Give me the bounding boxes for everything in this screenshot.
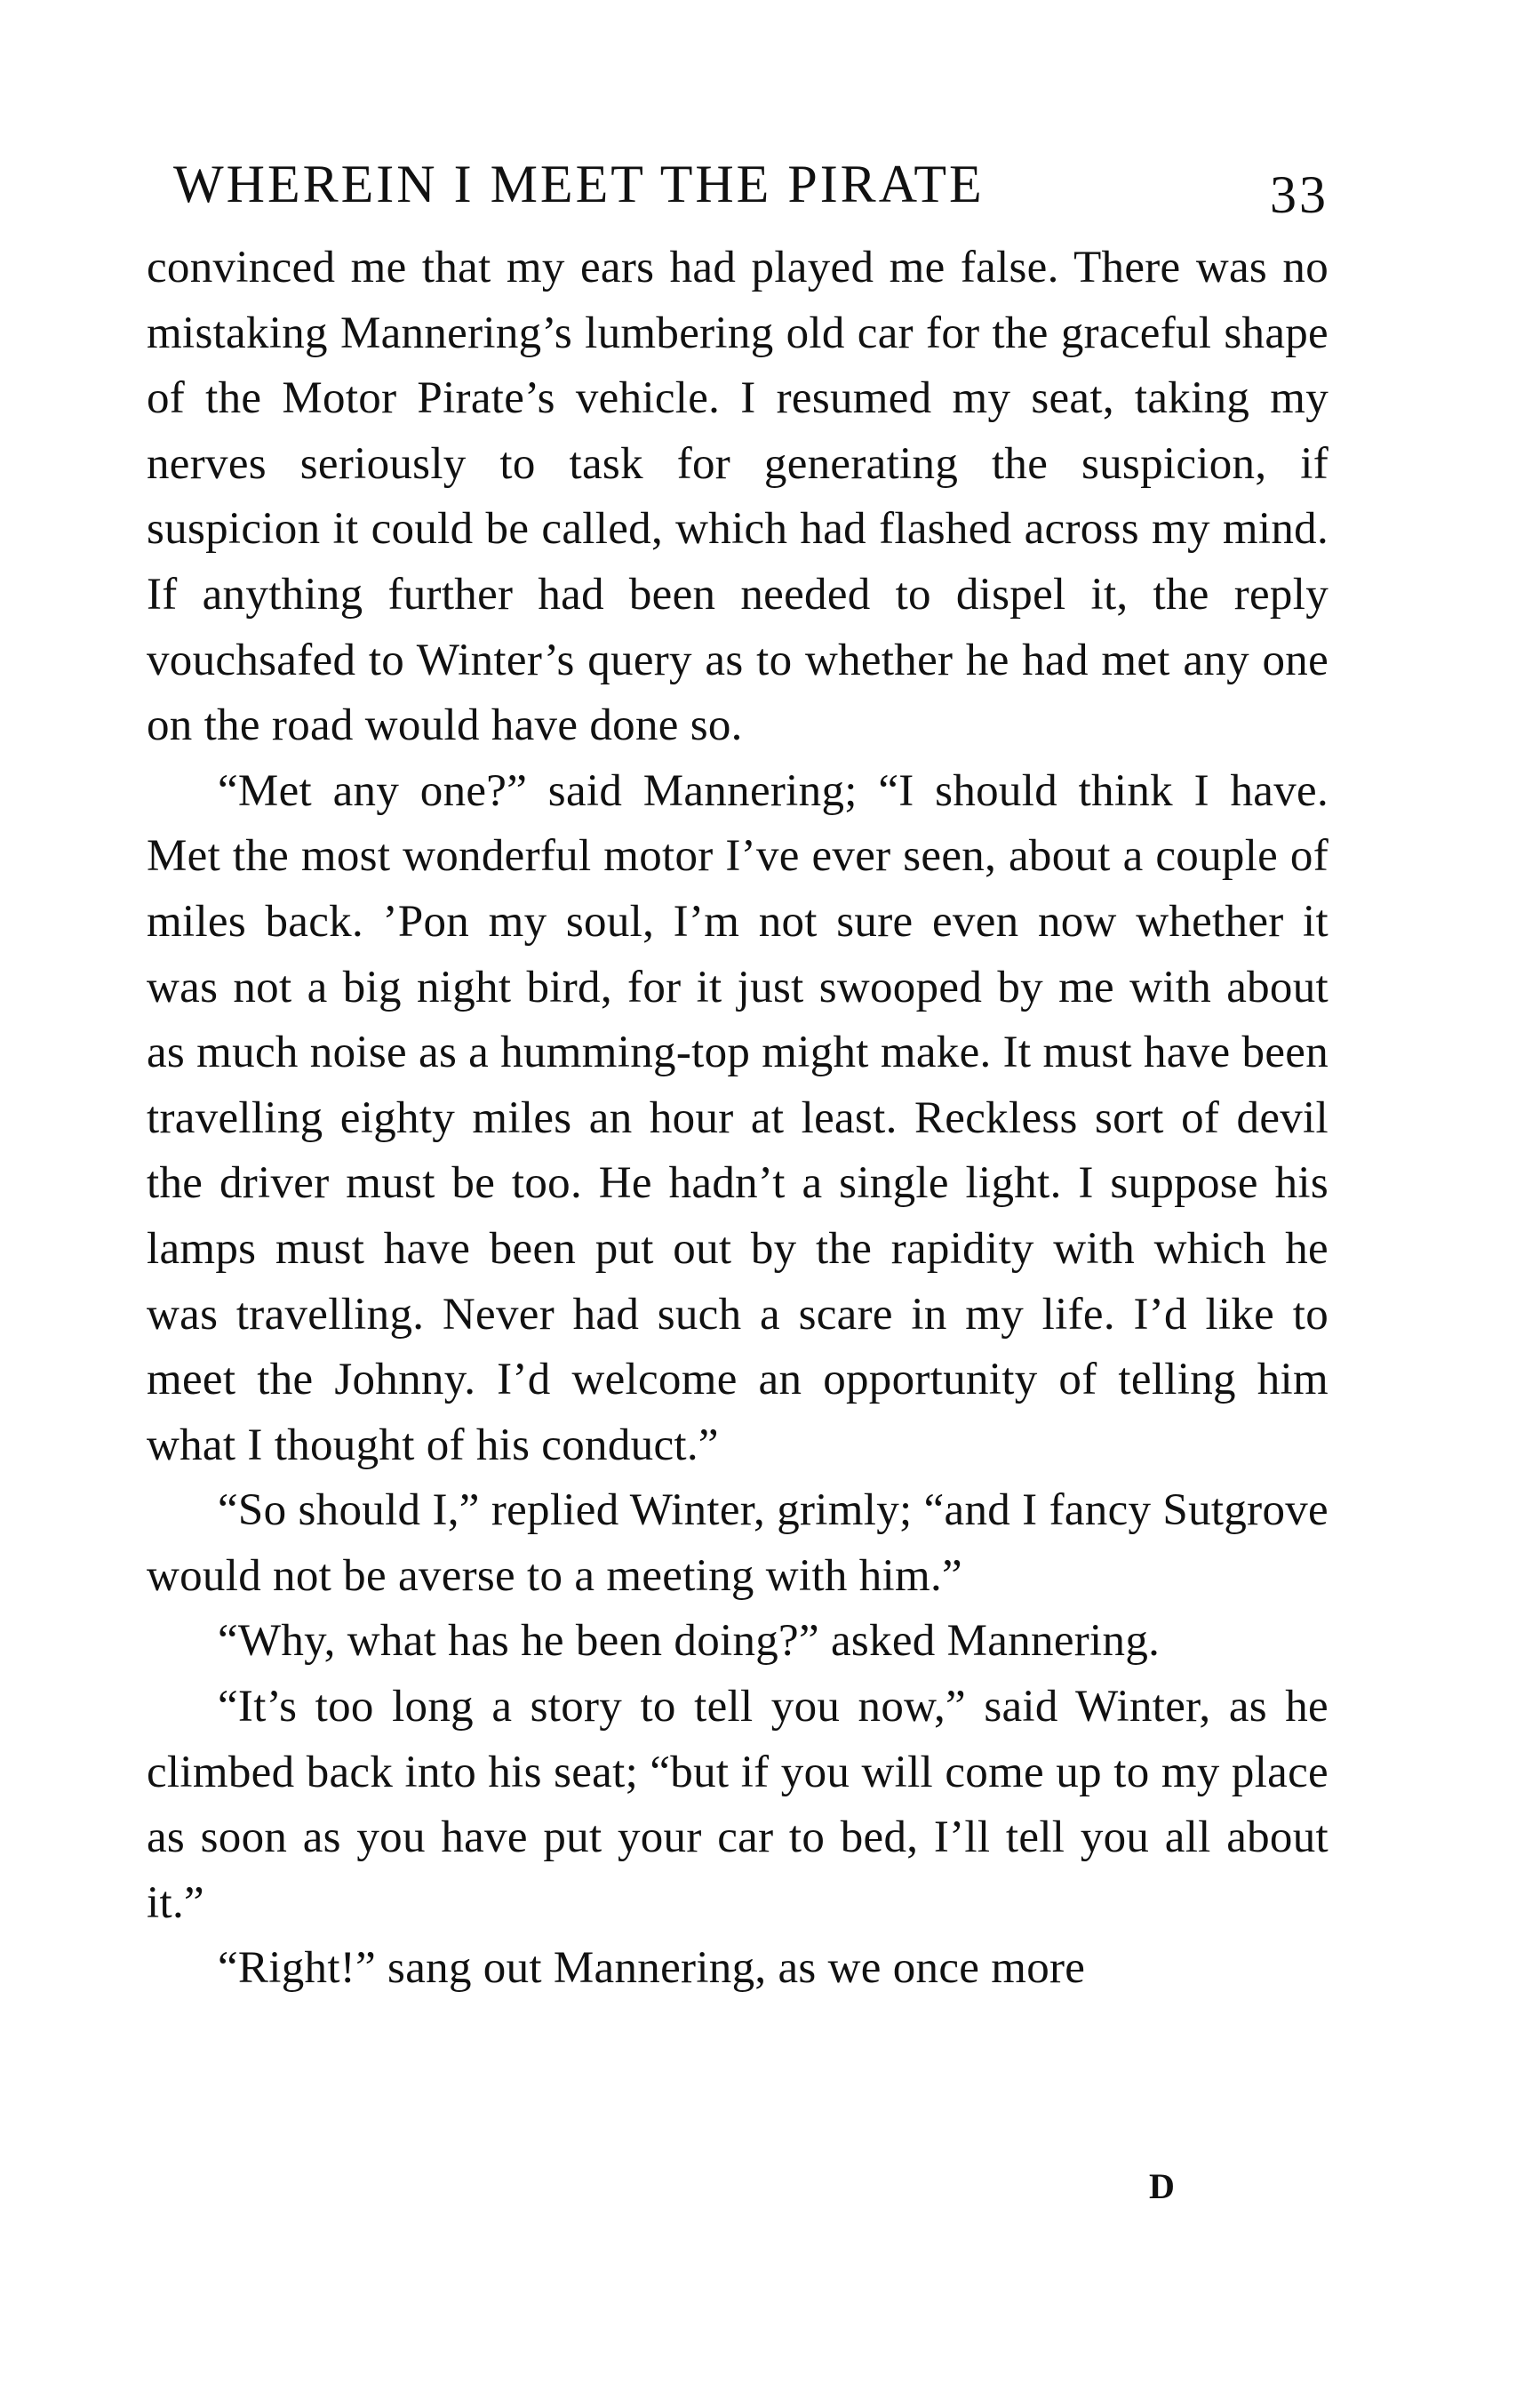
paragraph-winter-reply: “So should I,” replied Winter, grimly; “and I fancy Sutgrove would not be averse to a meeting with him.” — [147, 1485, 1329, 1601]
book-page — [147, 142, 1329, 2002]
paragraph-winter-invitation: “It’s too long a story to tell you now,” said Winter, as he climbed back into his seat; “but if you will come up to my place as soon as you have put your car to bed, I’ll tell you all about it.” — [147, 1682, 1329, 1928]
running-head — [147, 142, 1329, 227]
page-number: 33 — [1270, 165, 1329, 224]
paragraph-final-line: “Right!” sang out Mannering, as we once more — [218, 1943, 1086, 1994]
paragraph-continuation: convinced me that my ears had played me false. There was no mistaking Mannering’s lumbering old car for the graceful shape of the Motor Pirate’s vehicle. I resumed my seat, taking my nerves seriously to task for generating the suspicion, if suspicion it could be called, which had flashed across my mind. If anything further had been needed to dispel it, the reply vouchsafed to Winter’s query as to whether he had met any one on the road would have done so. — [147, 243, 1329, 751]
signature-mark: D — [1149, 2166, 1175, 2206]
paragraph-mannering-speech: “Met any one?” said Mannering; “I should think I have. Met the most wonderful motor I’ve ever seen, about a couple of miles back. ’Pon my soul, I’m not sure even now whether it was not a big night bird, for it just swooped by me with about as much noise as a humming-top might make. It must have been travelling eighty miles an hour at least. Reckless sort of devil the driver must be too. He hadn’t a single light. I suppose his lamps must have been put out by the rapidity with which he was travelling. Never had such a scare in my life. I’d like to meet the Johnny. I’d welcome an opportunity of telling him what I thought of his conduct.” — [147, 765, 1329, 1470]
running-title: WHEREIN I MEET THE PIRATE — [173, 155, 985, 213]
body-text — [147, 236, 1329, 2002]
paragraph-mannering-question: “Why, what has he been doing?” asked Mannering. — [218, 1616, 1161, 1667]
